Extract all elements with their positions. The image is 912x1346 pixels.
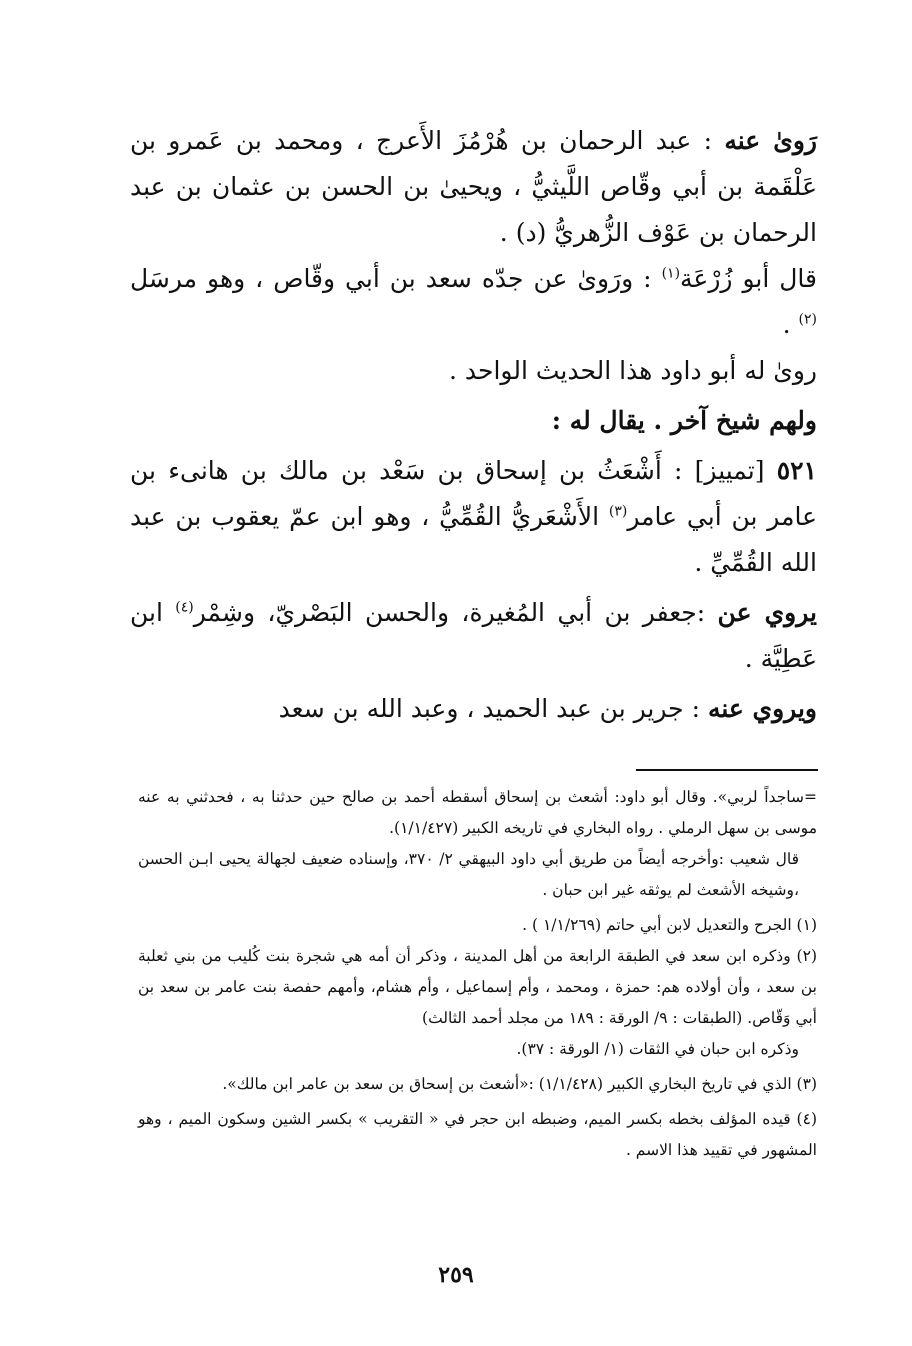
footnote-4: (٤) قيده المؤلف بخطه بكسر الميم، وضبطه ابن حجر في « التقريب » بكسر الشين وسكون الميم ، وهو المشهور في تقييد هذا الاسم . xyxy=(138,1110,817,1159)
main-text xyxy=(130,118,817,732)
yarwi-text: :جعفر بن أبي المُغيرة، والحسن البَصْريّ، وشِمْر xyxy=(193,598,706,627)
footnote-ref-2: (٢) xyxy=(798,311,817,328)
footnote-separator xyxy=(636,769,818,771)
page-number: ٢٥٩ xyxy=(438,1262,474,1288)
another-sheikh-heading: ولهم شيخ آخر . يقال له : xyxy=(551,406,817,435)
footnote-1: (١) الجرح والتعديل لابن أبي حاتم (١/١/٢٦٩ ) . xyxy=(522,916,817,934)
entry-521-paragraph xyxy=(130,448,817,586)
abu-dawud-paragraph: روىٰ له أبو داود هذا الحديث الواحد . xyxy=(449,356,817,385)
yarwi-label: يروي عن xyxy=(717,598,817,627)
yurwa-text: : جرير بن عبد الحميد ، وعبد الله بن سعد xyxy=(278,694,700,723)
abu-zura-text: قال أبو زُرْعَة xyxy=(680,264,817,293)
narrates-from-paragraph xyxy=(130,590,817,682)
footnote-continuation-1: =ساجداً لربي». وقال أبو داود: أشعث بن إسحاق أسقطه أحمد بن صالح حين حدثنا به ، فحدثني به عنه موسى بن سهل الرملي . رواه البخاري في تاريخه الكبير (١/١/٤٢٧). xyxy=(138,788,817,837)
entry-text-b: الأَشْعَريُّ القُمِّيُّ ، وهو ابن عمّ يعقوب بن عبد الله القُمِّيِّ . xyxy=(130,502,817,577)
narrators-from-him-paragraph xyxy=(130,118,817,256)
footnotes xyxy=(138,782,817,1166)
narrated-by-paragraph xyxy=(130,686,817,732)
yarwi-end: ابن عَطِيَّة . xyxy=(130,598,817,673)
abu-zura-end: . xyxy=(782,310,791,339)
footnote-3: (٣) الذي في تاريخ البخاري الكبير (١/١/٤٢٨) :«أشعث بن إسحاق بن سعد بن عامر ابن مالك». xyxy=(222,1075,817,1093)
riwa-text: : عبد الرحمان بن هُرْمُزَ الأَعرج ، ومحمد بن عَمرو بن عَلْقَمة بن أبي وقّاص اللَّيثيُّ ، ويحيىٰ بن الحسن بن عثمان بن عبد الرحمان بن عَوْف الزُّهريُّ (د) . xyxy=(130,126,817,247)
footnote-2: (٢) وذكره ابن سعد في الطبقة الرابعة من أهل المدينة ، وذكر أن أمه هي شجرة بنت كُليب من بني ثعلبة بن سعد ، وأن أولاده هم: حمزة ، ومحمد ، وأم إسماعيل ، وأم هشام، وأمهم حفصة بنت عامر بن سعد بن أبي وَقّاص. (الطبقات : ٩/ الورقة : ١٨٩ من مجلد أحمد الثالث) xyxy=(138,947,817,1027)
riwa-label: رَوىٰ عنه xyxy=(724,126,817,155)
abu-zura-paragraph xyxy=(130,256,817,348)
footnote-ref-4: (٤) xyxy=(175,599,194,616)
entry-text-a: [تمييز] : أَشْعَثُ بن إسحاق بن سَعْد بن مالك بن هانىء بن عامر بن أبي عامر xyxy=(130,456,817,531)
abu-zura-text-b: : ورَوىٰ عن جدّه سعد بن أبي وقّاص ، وهو مرسَل xyxy=(130,264,652,293)
entry-number: ٥٢١ xyxy=(776,456,817,485)
footnote-2-continued: وذكره ابن حبان في الثقات (١/ الورقة : ٣٧). xyxy=(516,1040,799,1058)
yurwa-label: ويروي عنه xyxy=(707,694,817,723)
footnote-continuation-2: قال شعيب :وأخرجه أيضاً من طريق أبي داود البيهقي ٢/ ٣٧٠، وإسناده ضعيف لجهالة يحيى ابـن الحسن ،وشيخه الأشعث لم يوثقه غير ابن حبان . xyxy=(138,850,800,899)
footnote-ref-1: (١) xyxy=(661,265,681,282)
footnote-ref-3: (٣) xyxy=(608,503,628,520)
